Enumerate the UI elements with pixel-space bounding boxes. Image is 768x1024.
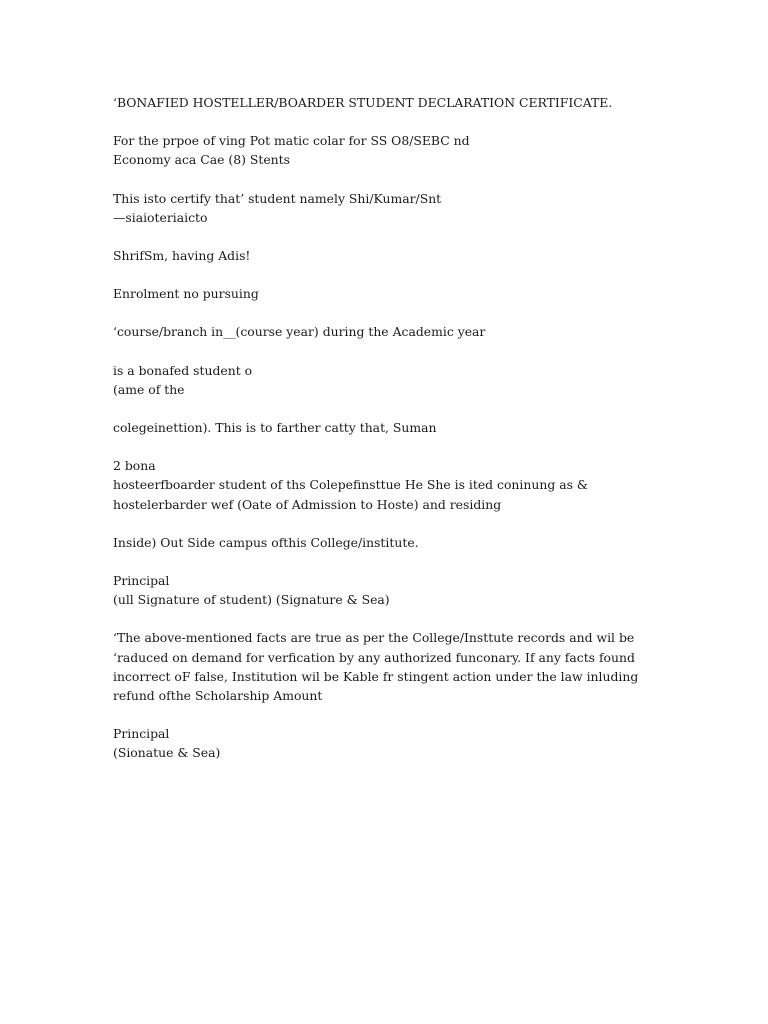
boarder-line: 2 bona [113,458,156,474]
certificate-body [113,93,673,782]
enrolment-paragraph: Enrolment no pursuing [113,286,259,302]
course-paragraph: ‘course/branch in__(course year) during the Academic year [113,324,486,340]
principal-label: Principal [113,573,170,589]
facts-line: ‘The above-mentioned facts are true as per the College/Insttute records and wil be [113,630,635,646]
boarder-paragraph [113,456,673,514]
facts-line: incorrect oF false, Institution wil be Kable fr stingent action under the law inluding [113,668,639,684]
signature-block-principal [113,724,673,762]
boarder-line: hostelerbarder wef (Oate of Admission to Hoste) and residing [113,496,502,512]
facts-paragraph [113,628,673,705]
certify-line: —siaioteriaicto [113,209,208,225]
purpose-paragraph [113,131,673,169]
certificate-title: ‘BONAFIED HOSTELLER/BOARDER STUDENT DECLARATION CERTIFICATE. [113,95,613,110]
purpose-line: For the prpoe of ving Pot matic colar for SS O8/SEBC nd [113,133,470,149]
college-paragraph: colegeinettion). This is to farther catty that, Suman [113,420,437,436]
facts-line: ‘raduced on demand for verfication by any authorized funconary. If any facts found [113,649,635,665]
principal-label: Principal [113,726,170,742]
bonafide-line: is a bonafed student o [113,362,253,378]
certify-paragraph [113,189,673,227]
signature-caption: (Sionatue & Sea) [113,745,221,761]
signature-block-student [113,571,673,609]
campus-paragraph: Inside) Out Side campus ofthis College/institute. [113,534,419,550]
boarder-line: hosteerfboarder student of ths Colepefinsttue He She is ited coninung as & [113,477,588,493]
bonafide-line: (ame of the [113,381,185,397]
bonafide-paragraph [113,361,673,399]
facts-line: refund ofthe Scholarship Amount [113,688,323,704]
signature-caption: (ull Signature of student) (Signature & Sea) [113,592,390,608]
having-paragraph: ShrifSm, having Adis! [113,248,251,264]
purpose-line: Economy aca Cae (8) Stents [113,152,290,168]
certify-line: This isto certify that’ student namely Shi/Kumar/Snt [113,190,442,206]
